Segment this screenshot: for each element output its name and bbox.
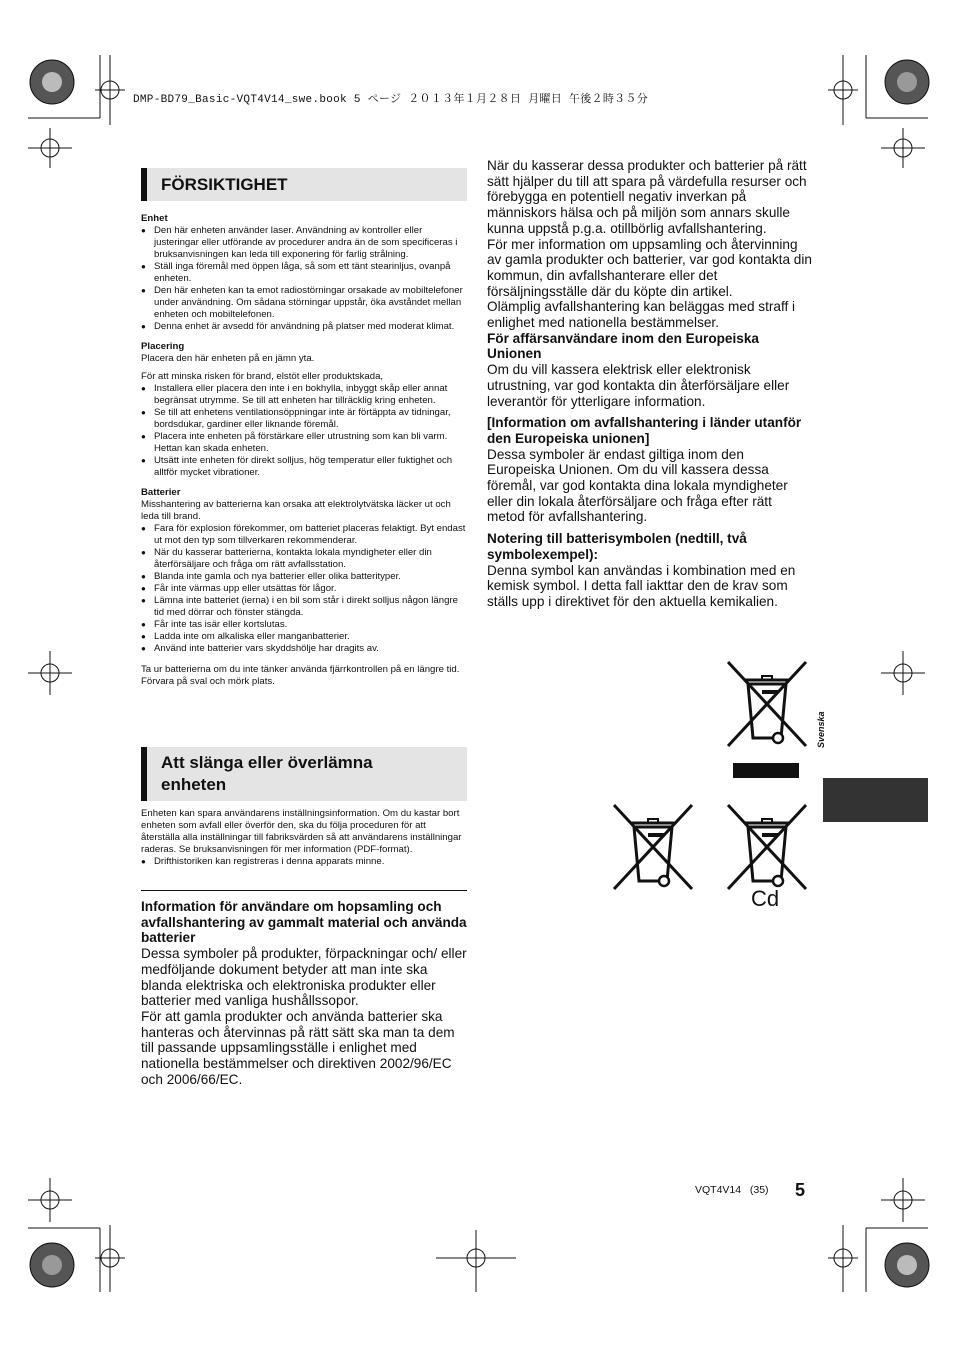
page-number: 5 xyxy=(795,1180,806,1200)
info-block xyxy=(141,899,467,1087)
section-title-text: FÖRSIKTIGHET xyxy=(161,175,288,194)
language-tab-label: Svenska xyxy=(816,711,826,748)
forsiktighet-body xyxy=(141,205,467,688)
crossed-bin-icon xyxy=(726,660,808,753)
section2-list xyxy=(141,856,467,868)
placering-list xyxy=(141,383,467,479)
divider xyxy=(141,890,467,891)
paragraph: Dessa symboler är endast giltiga inom den Europeiska Unionen. Om du vill kassera dessa föremål, var god kontakta dina lokala myndigheter eller din lokala återförsäljare och fråga efter rätt metod för avfallshantering. xyxy=(487,446,788,525)
list-item: ● Lämna inte batteriet (ierna) i en bil som står i direkt solljus någon längre tid med dörrar och fönster stängda. xyxy=(141,595,467,619)
list-item: ● Fara för explosion förekommer, om batteriet placeras felaktigt. Byt endast ut mot den typ som tillverkaren rekommenderar. xyxy=(141,523,467,547)
info-paragraph: Dessa symboler på produkter, förpackningar och/ eller medföljande dokument betyder att man inte ska blanda elektriska och elektroniska produkter eller batterier med vanliga hushållssopor. xyxy=(141,946,467,1009)
placering-intro: För att minska risken för brand, elstöt eller produktskada, xyxy=(141,371,384,382)
list-item: ● Använd inte batterier vars skyddshölje har dragits av. xyxy=(141,643,467,655)
subheading: Notering till batterisymbolen (nedtill, två symbolexempel): xyxy=(487,531,747,562)
file-header: DMP-BD79_Basic-VQT4V14_swe.book 5 ページ ２０１３年１月２８日 月曜日 午後２時３５分 xyxy=(133,94,649,106)
right-column xyxy=(487,158,813,610)
list-item: ● Ladda inte om alkaliska eller manganbatterier. xyxy=(141,631,467,643)
list-item: ● Se till att enhetens ventilationsöppningar inte är förtäppta av tidningar, bordsdukar, gardiner eller liknande föremål. xyxy=(141,407,467,431)
list-item: ● Placera inte enheten på förstärkare eller utrustning som kan bli varm. Hettan kan skada enheten. xyxy=(141,431,467,455)
section2-text: Enheten kan spara användarens inställningsinformation. Om du kastar bort enheten som avfall eller överför den, ska du följa proceduren för att återställa alla inställningar till fabriksvärden så att användarens inställningar raderas. Se bruksanvisningen för mer information (PDF-format). xyxy=(141,808,462,855)
info-heading: Information för användare om hopsamling och avfallshantering av gammalt material och använda batterier xyxy=(141,899,467,946)
list-item: ● Ställ inga föremål med öppen låga, så som ett tänt stearinljus, ovanpå enheten. xyxy=(141,261,467,285)
enhet-label: Enhet xyxy=(141,213,168,224)
info-paragraph: För att gamla produkter och använda batterier ska hanteras och återvinnas på rätt sätt ska man ta dem till passande uppsamlingsställe i enlighet med nationella bestämmelser och direktiven 2002/96/EC och 2006/66/EC. xyxy=(141,1008,455,1087)
paragraph: Om du vill kassera elektrisk eller elektronisk utrustning, var god kontakta din återförsäljare eller leverantör för ytterligare information. xyxy=(487,362,790,409)
black-bar xyxy=(733,763,799,778)
section-title-att-slanga xyxy=(141,747,467,801)
batterier-label: Batterier xyxy=(141,487,181,498)
list-item: ● När du kasserar batterierna, kontakta lokala myndigheter eller din återförsäljare och fråga om rätt avfallsstation. xyxy=(141,547,467,571)
subheading: För affärsanvändare inom den Europeiska Unionen xyxy=(487,330,759,362)
list-item: ● Blanda inte gamla och nya batterier eller olika batterityper. xyxy=(141,571,467,583)
list-item: ● Drifthistoriken kan registreras i denna apparats minne. xyxy=(141,856,467,868)
att-slanga-body xyxy=(141,808,467,868)
list-item: ● Får inte tas isär eller kortslutas. xyxy=(141,619,467,631)
cd-chemical-symbol: Cd xyxy=(751,886,780,911)
crossed-bin-icon xyxy=(726,803,808,896)
crossed-bin-icon xyxy=(612,803,694,896)
list-item: ● Installera eller placera den inte i en bokhylla, inbyggt skåp eller annat begränsat utrymme. Se till att enheten har tillräcklig kring enheten. xyxy=(141,383,467,407)
section-title-forsiktighet xyxy=(141,168,467,201)
list-item: ● Får inte värmas upp eller utsättas för lågor. xyxy=(141,583,467,595)
enhet-list xyxy=(141,225,467,333)
section-title-line: enheten xyxy=(161,775,227,794)
language-tab xyxy=(823,778,928,822)
batterier-outro: Ta ur batterierna om du inte tänker använda fjärrkontrollen på en längre tid. Förvara på sval och mörk plats. xyxy=(141,664,460,687)
paragraph: För mer information om uppsamling och återvinning av gamla produkter och batterier, var god kontakta din kommun, din avfallshanterare eller det försäljningsställe där du köpte din artikel. xyxy=(487,236,812,299)
subheading: [Information om avfallshantering i länder utanför den Europeiska unionen] xyxy=(487,415,802,446)
paragraph: När du kasserar dessa produkter och batterier på rätt sätt hjälper du till att spara på värdefulla resurser och förebygga en potentiell negativ inverkan på människors hälsa och på miljön som annars skulle kunna uppstå p.g.a. otillbörlig avfallshantering. xyxy=(487,158,807,236)
list-item: ● Denna enhet är avsedd för användning på platser med moderat klimat. xyxy=(141,321,467,333)
paragraph: Olämplig avfallshantering kan beläggas med straff i enlighet med nationella bestämmelser. xyxy=(487,299,796,331)
placering-text: Placera den här enheten på en jämn yta. xyxy=(141,353,315,364)
list-item: ● Den här enheten kan ta emot radiostörningar orsakade av mobiltelefoner under användning. Om sådana störningar uppstår, öka avståndet mellan enheten och mobiltelefonen. xyxy=(141,285,467,321)
footer-code: VQT4V14 (35) xyxy=(695,1184,769,1196)
paragraph: Denna symbol kan användas i kombination med en kemisk symbol. I detta fall iakttar den de krav som ställs upp i direktivet för den aktuella kemikalien. xyxy=(487,562,796,609)
list-item: ● Den här enheten använder laser. Användning av kontroller eller justeringar eller utförande av procedurer andra än de som specificeras i bruksanvisningen kan leda till exponering för farlig strålning. xyxy=(141,225,467,261)
batterier-list xyxy=(141,523,467,655)
section-title-line: Att slänga eller överlämna xyxy=(161,753,373,772)
batterier-intro: Misshantering av batterierna kan orsaka att elektrolytvätska läcker ut och leda till brand. xyxy=(141,499,451,522)
list-item: ● Utsätt inte enheten för direkt solljus, hög temperatur eller fuktighet och alltför mycket vibrationer. xyxy=(141,455,467,479)
placering-label: Placering xyxy=(141,341,185,352)
